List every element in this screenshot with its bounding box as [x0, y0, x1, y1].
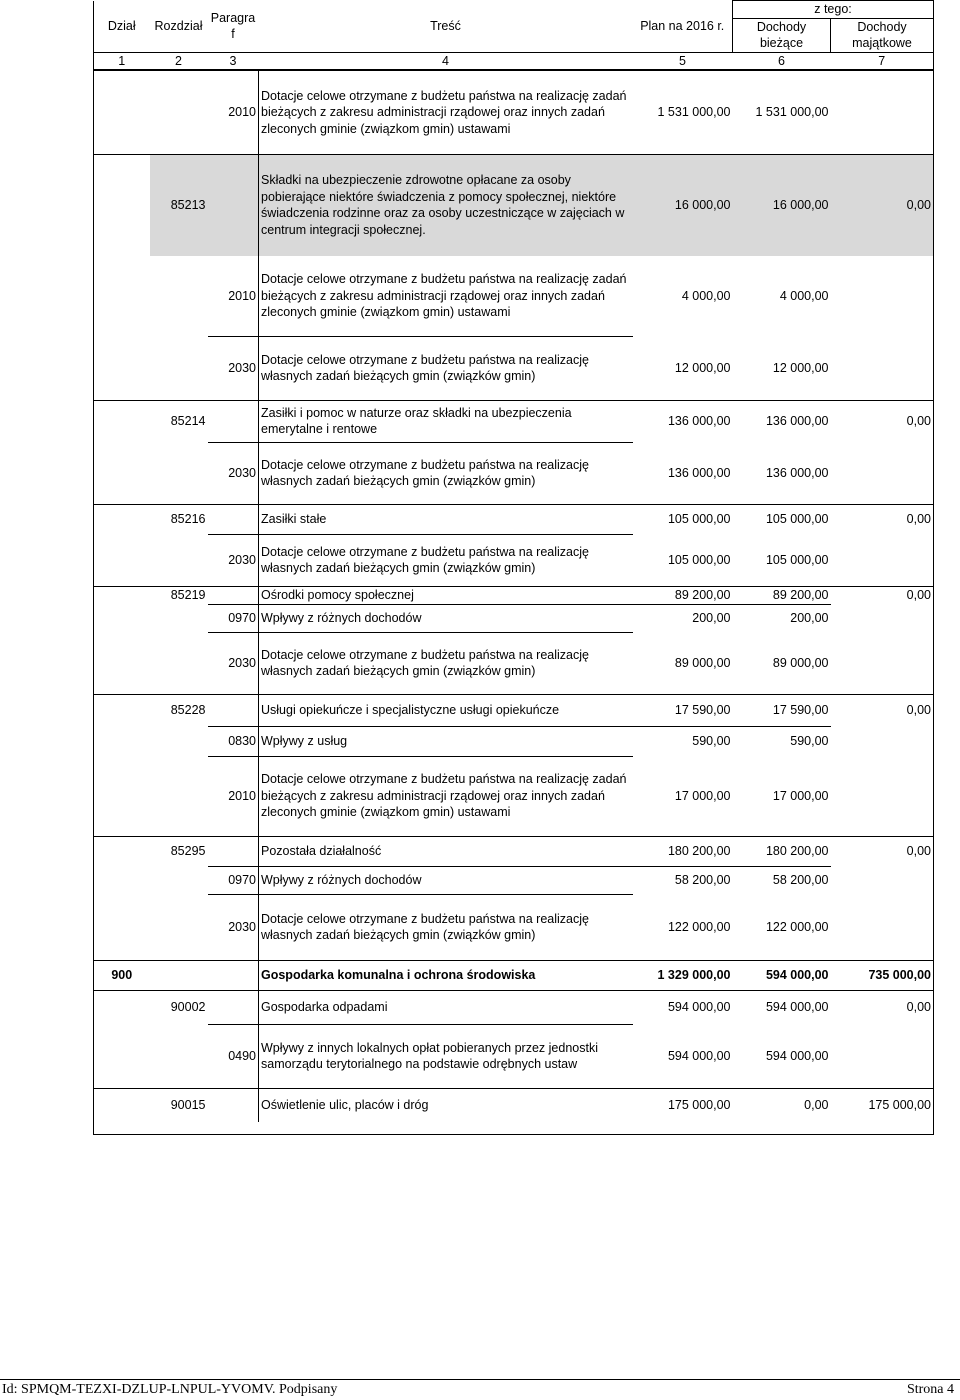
header-paragraf-line1: Paragra: [210, 10, 256, 25]
table-row: [94, 604, 934, 632]
tresc-cell: Ośrodki pomocy społecznej: [259, 586, 633, 604]
biezace-cell: 0,00: [733, 1088, 831, 1122]
plan-cell: 17 590,00: [633, 694, 733, 726]
table-row: [94, 586, 934, 604]
tresc-cell: Składki na ubezpieczenie zdrowotne opłacane za osoby pobierające niektóre świadczenia z pomocy społecznej, niektóre świadczenia rodzinne oraz za osoby uczestniczące w zajęciach w centrum integracji społecznej.: [259, 154, 633, 256]
paragraf-cell: 2010: [208, 756, 259, 836]
tresc-cell: Dotacje celowe otrzymane z budżetu państwa na realizację własnych zadań bieżących gmin (związków gmin): [259, 442, 633, 504]
header-biezace-line2: bieżące: [759, 36, 804, 50]
tresc-cell: Gospodarka odpadami: [259, 990, 633, 1024]
table-row: [94, 894, 934, 960]
plan-cell: 136 000,00: [667, 465, 731, 480]
majatkowe-cell: [831, 442, 934, 504]
page-footer: [0, 1379, 960, 1400]
colnum-3: 3: [208, 52, 259, 70]
majatkowe-cell: [831, 756, 934, 836]
colnum-5: 5: [633, 52, 733, 70]
majatkowe-cell: [831, 1024, 934, 1088]
table-row: [94, 504, 934, 534]
plan-cell: 180 200,00: [633, 836, 733, 866]
page-number: Strona 4: [906, 1382, 954, 1397]
majatkowe-cell: [831, 604, 934, 632]
header-z-tego: z tego:: [733, 1, 934, 19]
rozdzial-cell: 90002: [150, 990, 208, 1024]
header-paragraf-line2: f: [231, 27, 235, 41]
biezace-cell: 89 200,00: [733, 586, 831, 604]
colnum-6: 6: [733, 52, 831, 70]
plan-cell: 17 000,00: [674, 788, 731, 803]
biezace-cell: 17 590,00: [733, 694, 831, 726]
paragraf-cell: 2010: [228, 288, 256, 303]
colnum-1: 1: [94, 52, 150, 70]
biezace-cell: 105 000,00: [765, 552, 829, 567]
tresc-cell: Gospodarka komunalna i ochrona środowiska: [259, 960, 633, 990]
paragraf-cell: 2030: [208, 336, 259, 400]
biezace-cell: 136 000,00: [765, 465, 829, 480]
plan-cell: 89 000,00: [674, 655, 731, 670]
table-row: [94, 1122, 934, 1134]
tresc-cell: Dotacje celowe otrzymane z budżetu państwa na realizację własnych zadań bieżących gmin (związków gmin): [259, 632, 633, 694]
plan-cell: 89 200,00: [633, 586, 733, 604]
header-biezace: [733, 18, 831, 52]
majatkowe-cell: [831, 894, 934, 960]
biezace-cell: 89 000,00: [772, 655, 829, 670]
plan-cell: 1 531 000,00: [657, 105, 731, 119]
paragraf-cell: 0830: [208, 726, 259, 756]
tresc-cell: Dotacje celowe otrzymane z budżetu państwa na realizację własnych zadań bieżących gmin (związków gmin): [259, 894, 633, 960]
majatkowe-cell: [831, 256, 934, 336]
plan-cell: 136 000,00: [633, 400, 733, 442]
document-id: Id: SPMQM-TEZXI-DZLUP-LNPUL-YVOMV. Podpisany: [2, 1382, 338, 1397]
plan-cell: 594 000,00: [667, 1048, 731, 1063]
paragraf-cell: 2030: [208, 894, 259, 960]
table-row: [94, 70, 934, 154]
budget-sheet: [93, 0, 931, 1135]
table-row: [94, 1024, 934, 1088]
majatkowe-cell: 0,00: [831, 694, 934, 726]
paragraf-cell: 0970: [208, 866, 259, 894]
biezace-cell: 200,00: [733, 604, 831, 632]
plan-cell: 12 000,00: [674, 360, 731, 375]
paragraf-cell: 2030: [208, 632, 259, 694]
table-row: [94, 866, 934, 894]
biezace-cell: 594 000,00: [733, 990, 831, 1024]
biezace-cell: 590,00: [733, 726, 831, 756]
dzial-cell: 900: [94, 960, 150, 990]
rozdzial-cell: 85219: [150, 586, 208, 604]
tresc-cell: Dotacje celowe otrzymane z budżetu państwa na realizację własnych zadań bieżących gmin (związków gmin): [259, 336, 633, 400]
header-paragraf: [208, 1, 259, 53]
plan-cell: 16 000,00: [633, 154, 733, 256]
plan-cell: 105 000,00: [667, 552, 731, 567]
majatkowe-cell: 175 000,00: [831, 1088, 934, 1122]
colnum-7: 7: [831, 52, 934, 70]
table-row: [94, 990, 934, 1024]
majatkowe-cell: 0,00: [831, 400, 934, 442]
paragraf-cell: 2030: [208, 442, 259, 504]
tresc-cell: Wpływy z usług: [259, 726, 633, 756]
plan-cell: 58 200,00: [633, 866, 733, 894]
paragraf-cell: 0490: [208, 1024, 259, 1088]
tresc-cell: Usługi opiekuńcze i specjalistyczne usługi opiekuńcze: [259, 694, 633, 726]
colnum-2: 2: [150, 52, 208, 70]
majatkowe-cell: [831, 726, 934, 756]
header-majatkowe-line1: Dochody: [857, 19, 907, 34]
tresc-cell: Dotacje celowe otrzymane z budżetu państwa na realizację własnych zadań bieżących gmin (związków gmin): [259, 534, 633, 586]
header-tresc: Treść: [430, 18, 461, 33]
header-majatkowe-line2: majątkowe: [852, 36, 912, 50]
majatkowe-cell: [831, 336, 934, 400]
majatkowe-cell: [831, 534, 934, 586]
table-row: [94, 694, 934, 726]
majatkowe-cell: 0,00: [831, 586, 934, 604]
paragraf-cell: 0970: [208, 604, 259, 632]
biezace-cell: 17 000,00: [772, 788, 829, 803]
tresc-cell: Zasiłki i pomoc w naturze oraz składki na ubezpieczenia emerytalne i rentowe: [259, 400, 633, 442]
rozdzial-cell: 85214: [150, 400, 208, 442]
table-row: [94, 632, 934, 694]
table-row: [94, 1088, 934, 1122]
majatkowe-cell: 735 000,00: [831, 960, 934, 990]
biezace-cell: 594 000,00: [765, 1048, 829, 1063]
budget-table: [93, 0, 934, 1135]
tresc-cell: Zasiłki stałe: [259, 504, 633, 534]
plan-cell: 105 000,00: [633, 504, 733, 534]
plan-cell: 4 000,00: [681, 288, 731, 303]
biezace-cell: 1 531 000,00: [755, 105, 829, 119]
table-row: [94, 400, 934, 442]
colnum-4: 4: [259, 52, 633, 70]
tresc-cell: Dotacje celowe otrzymane z budżetu państwa na realizację zadań bieżących z zakresu administracji rządowej oraz innych zadań zleconych gminie (związkom gmin) ustawami: [259, 70, 633, 154]
plan-cell: 122 000,00: [667, 919, 731, 934]
header-rozdzial: Rozdział: [154, 18, 203, 33]
table-row: [94, 256, 934, 336]
biezace-cell: 12 000,00: [772, 360, 829, 375]
rozdzial-cell: 85213: [150, 154, 208, 256]
plan-cell: 594 000,00: [633, 990, 733, 1024]
majatkowe-cell: [831, 866, 934, 894]
paragraf-cell: 2030: [208, 534, 259, 586]
biezace-cell: 105 000,00: [733, 504, 831, 534]
tresc-cell: Wpływy z różnych dochodów: [259, 866, 633, 894]
plan-cell: 200,00: [633, 604, 733, 632]
tresc-cell: Wpływy z różnych dochodów: [259, 604, 633, 632]
majatkowe-cell: 0,00: [831, 504, 934, 534]
plan-cell: 175 000,00: [633, 1088, 733, 1122]
majatkowe-cell: 0,00: [831, 990, 934, 1024]
header-majatkowe: [831, 18, 934, 52]
biezace-cell: 122 000,00: [765, 919, 829, 934]
biezace-cell: 58 200,00: [733, 866, 831, 894]
table-row: [94, 960, 934, 990]
majatkowe-cell: 0,00: [831, 836, 934, 866]
table-row: [94, 726, 934, 756]
header-plan: Plan na 2016 r.: [640, 18, 725, 33]
header-dzial: Dział: [94, 1, 150, 53]
majatkowe-cell: 0,00: [831, 154, 934, 256]
biezace-cell: 4 000,00: [779, 288, 829, 303]
table-row: [94, 154, 934, 256]
biezace-cell: 594 000,00: [733, 960, 831, 990]
majatkowe-cell: [831, 632, 934, 694]
rozdzial-cell: 90015: [150, 1088, 208, 1122]
biezace-cell: 136 000,00: [733, 400, 831, 442]
tresc-cell: Pozostała działalność: [259, 836, 633, 866]
table-row: [94, 756, 934, 836]
table-row: [94, 534, 934, 586]
tresc-cell: Wpływy z innych lokalnych opłat pobieranych przez jednostki samorządu terytorialnego na podstawie odrębnych ustaw: [259, 1024, 633, 1088]
rozdzial-cell: 85216: [150, 504, 208, 534]
table-row: [94, 336, 934, 400]
table-row: [94, 836, 934, 866]
rozdzial-cell: 85228: [150, 694, 208, 726]
biezace-cell: 180 200,00: [733, 836, 831, 866]
plan-cell: 1 329 000,00: [633, 960, 733, 990]
plan-cell: 590,00: [633, 726, 733, 756]
rozdzial-cell: 85295: [150, 836, 208, 866]
tresc-cell: Oświetlenie ulic, placów i dróg: [259, 1088, 633, 1122]
table-row: [94, 442, 934, 504]
header-biezace-line1: Dochody: [756, 19, 807, 34]
biezace-cell: 16 000,00: [733, 154, 831, 256]
tresc-cell: Dotacje celowe otrzymane z budżetu państwa na realizację zadań bieżących z zakresu administracji rządowej oraz innych zadań zleconych gminie (związkom gmin) ustawami: [259, 756, 633, 836]
paragraf-cell: 2010: [228, 105, 256, 119]
tresc-cell: Dotacje celowe otrzymane z budżetu państwa na realizację zadań bieżących z zakresu administracji rządowej oraz innych zadań zleconych gminie (związkom gmin) ustawami: [259, 256, 633, 336]
majatkowe-cell: [831, 70, 934, 154]
